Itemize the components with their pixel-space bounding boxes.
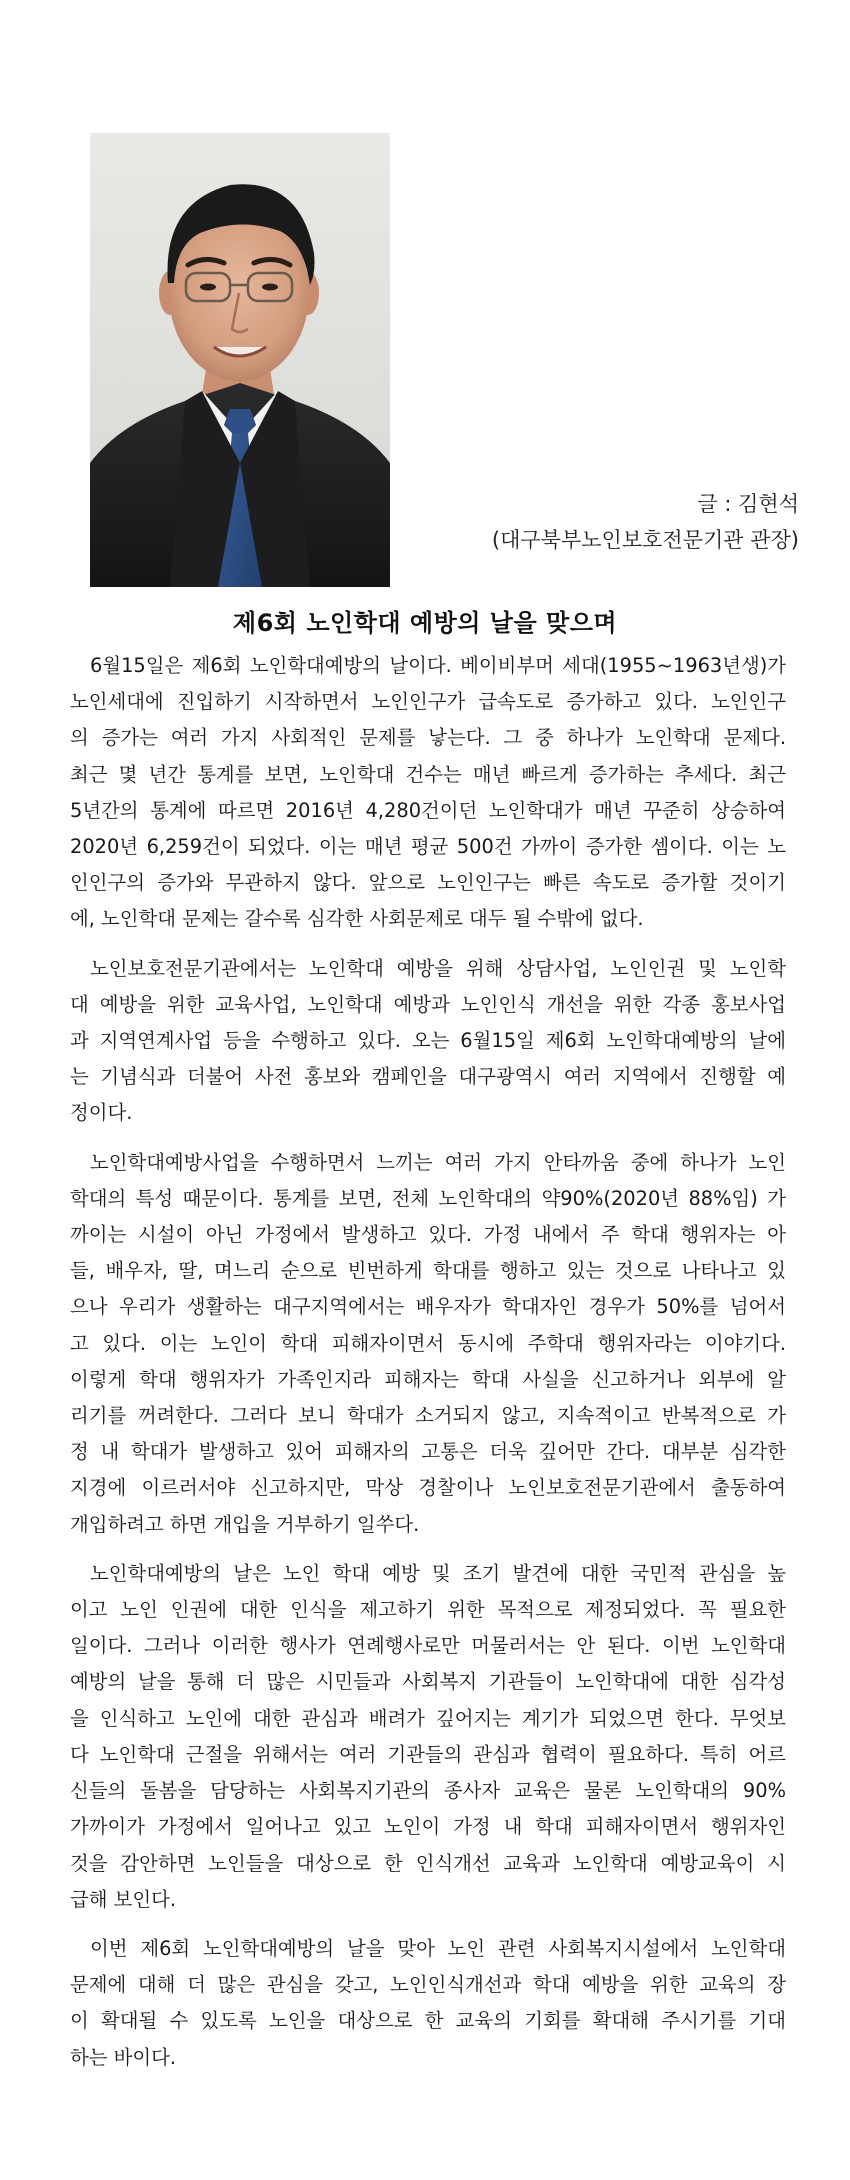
- article-line: 노인세대에 진입하기 시작하면서 노인인구가 급속도로 증가하고 있다. 노인인구: [70, 690, 786, 714]
- article-line: 는 기념식과 더불어 사전 홍보와 캠페인을 대구광역시 여러 지역에서 진행할 예: [70, 1065, 786, 1089]
- article-line: 노인학대예방의 날은 노인 학대 예방 및 조기 발견에 대한 국민적 관심을 높: [90, 1561, 786, 1585]
- article-body: [70, 648, 786, 2089]
- article-line: 2020년 6,259건이 되었다. 이는 매년 평균 500건 가까이 증가한 셈이다. 이는 노: [70, 835, 786, 859]
- article-line: 최근 몇 년간 통계를 보면, 노인학대 건수는 매년 빠르게 증가하는 추세다. 최근: [70, 762, 786, 786]
- author-name: 글 : 김현석: [697, 492, 799, 516]
- article-paragraph: [70, 1145, 786, 1543]
- article-line: 하는 바이다.: [70, 2045, 176, 2069]
- article-line: 의 증가는 여러 가지 사회적인 문제를 낳는다. 그 중 하나가 노인학대 문제다.: [70, 726, 786, 750]
- article-line: 6월15일은 제6회 노인학대예방의 날이다. 베이비부머 세대(1955~1963년생)가: [90, 654, 786, 677]
- article-line: 이 확대될 수 있도록 노인을 대상으로 한 교육의 기회를 확대해 주시기를 기대: [70, 2009, 786, 2033]
- article-line: 정이다.: [70, 1101, 133, 1125]
- article-line: 다 노인학대 근절을 위해서는 여러 기관들의 관심과 협력이 필요하다. 특히 어르: [70, 1742, 786, 1766]
- author-portrait-photo: [90, 133, 390, 587]
- article-line: 일이다. 그러나 이러한 행사가 연례행사로만 머물러서는 안 된다. 이번 노인학대: [70, 1634, 786, 1658]
- article-line: 이렇게 학대 행위자가 가족인지라 피해자는 학대 사실을 신고하거나 외부에 알: [70, 1367, 786, 1391]
- article-line: 가까이가 가정에서 일어나고 있고 노인이 가정 내 학대 피해자이면서 행위자인: [70, 1815, 786, 1839]
- article-line: 노인학대예방사업을 수행하면서 느끼는 여러 가지 안타까움 중에 하나가 노인: [90, 1150, 786, 1174]
- article-paragraph: [70, 1931, 786, 2076]
- author-affiliation: (대구북부노인보호전문기관 관장): [491, 528, 799, 552]
- byline: [492, 486, 799, 558]
- article-paragraph: [70, 1556, 786, 1918]
- article-line: 신들의 돌봄을 담당하는 사회복지기관의 종사자 교육은 물론 노인학대의 90%: [70, 1779, 786, 1803]
- article-line: 예방의 날을 통해 더 많은 시민들과 사회복지 기관들이 노인학대에 대한 심각성: [70, 1670, 786, 1694]
- article-line: 까이는 시설이 아닌 가정에서 발생하고 있다. 가정 내에서 주 학대 행위자는 아: [70, 1223, 786, 1247]
- article-line: 지경에 이르러서야 신고하지만, 막상 경찰이나 노인보호전문기관에서 출동하여: [70, 1476, 786, 1500]
- article-line: 을 인식하고 노인에 대한 관심과 배려가 깊어지는 계기가 되었으면 한다. 무엇보: [70, 1706, 786, 1730]
- article-line: 문제에 대해 더 많은 관심을 갖고, 노인인식개선과 학대 예방을 위한 교육의 장: [70, 1973, 786, 1997]
- article-line: 것을 감안하면 노인들을 대상으로 한 인식개선 교육과 노인학대 예방교육이 시: [70, 1851, 786, 1875]
- article-paragraph: [70, 648, 786, 938]
- article-line: 고 있다. 이는 노인이 학대 피해자이면서 동시에 주학대 행위자라는 이야기다.: [70, 1331, 786, 1355]
- article-line: 개입하려고 하면 개입을 거부하기 일쑤다.: [70, 1512, 420, 1536]
- article-line: 에, 노인학대 문제는 갈수록 심각한 사회문제로 대두 될 수밖에 없다.: [70, 907, 644, 931]
- article-paragraph: [70, 951, 786, 1132]
- article-line: 급해 보인다.: [70, 1887, 176, 1911]
- article-line: 학대의 특성 때문이다. 통계를 보면, 전체 노인학대의 약90%(2020년 88%임) 가: [70, 1186, 786, 1210]
- article-line: 리기를 꺼려한다. 그러다 보니 학대가 소거되지 않고, 지속적이고 반복적으로 가: [70, 1404, 786, 1428]
- article-line: 대 예방을 위한 교육사업, 노인학대 예방과 노인인식 개선을 위한 각종 홍보사업: [70, 992, 786, 1016]
- article-line: 으나 우리가 생활하는 대구지역에서는 배우자가 학대자인 경우가 50%를 넘어서: [70, 1295, 786, 1319]
- article-line: 이고 노인 인권에 대한 인식을 제고하기 위한 목적으로 제정되었다. 꼭 필요한: [70, 1598, 786, 1622]
- article-line: 5년간의 통계에 따르면 2016년 4,280건이던 노인학대가 매년 꾸준히 상승하여: [70, 798, 786, 822]
- article-line: 인인구의 증가와 무관하지 않다. 앞으로 노인인구는 빠른 속도로 증가할 것이기: [70, 871, 786, 895]
- article-title: 제6회 노인학대 예방의 날을 맞으며: [232, 609, 618, 637]
- article-line: 과 지역연계사업 등을 수행하고 있다. 오는 6월15일 제6회 노인학대예방의 날에: [70, 1029, 786, 1053]
- article-line: 이번 제6회 노인학대예방의 날을 맞아 노인 관련 사회복지시설에서 노인학대: [90, 1936, 786, 1960]
- article-line: 정 내 학대가 발생하고 있어 피해자의 고통은 더욱 깊어만 간다. 대부분 심각한: [70, 1440, 786, 1464]
- article-line: 들, 배우자, 딸, 며느리 순으로 빈번하게 학대를 행하고 있는 것으로 나타나고 있: [70, 1259, 786, 1283]
- article-line: 노인보호전문기관에서는 노인학대 예방을 위해 상담사업, 노인인권 및 노인학: [90, 956, 786, 980]
